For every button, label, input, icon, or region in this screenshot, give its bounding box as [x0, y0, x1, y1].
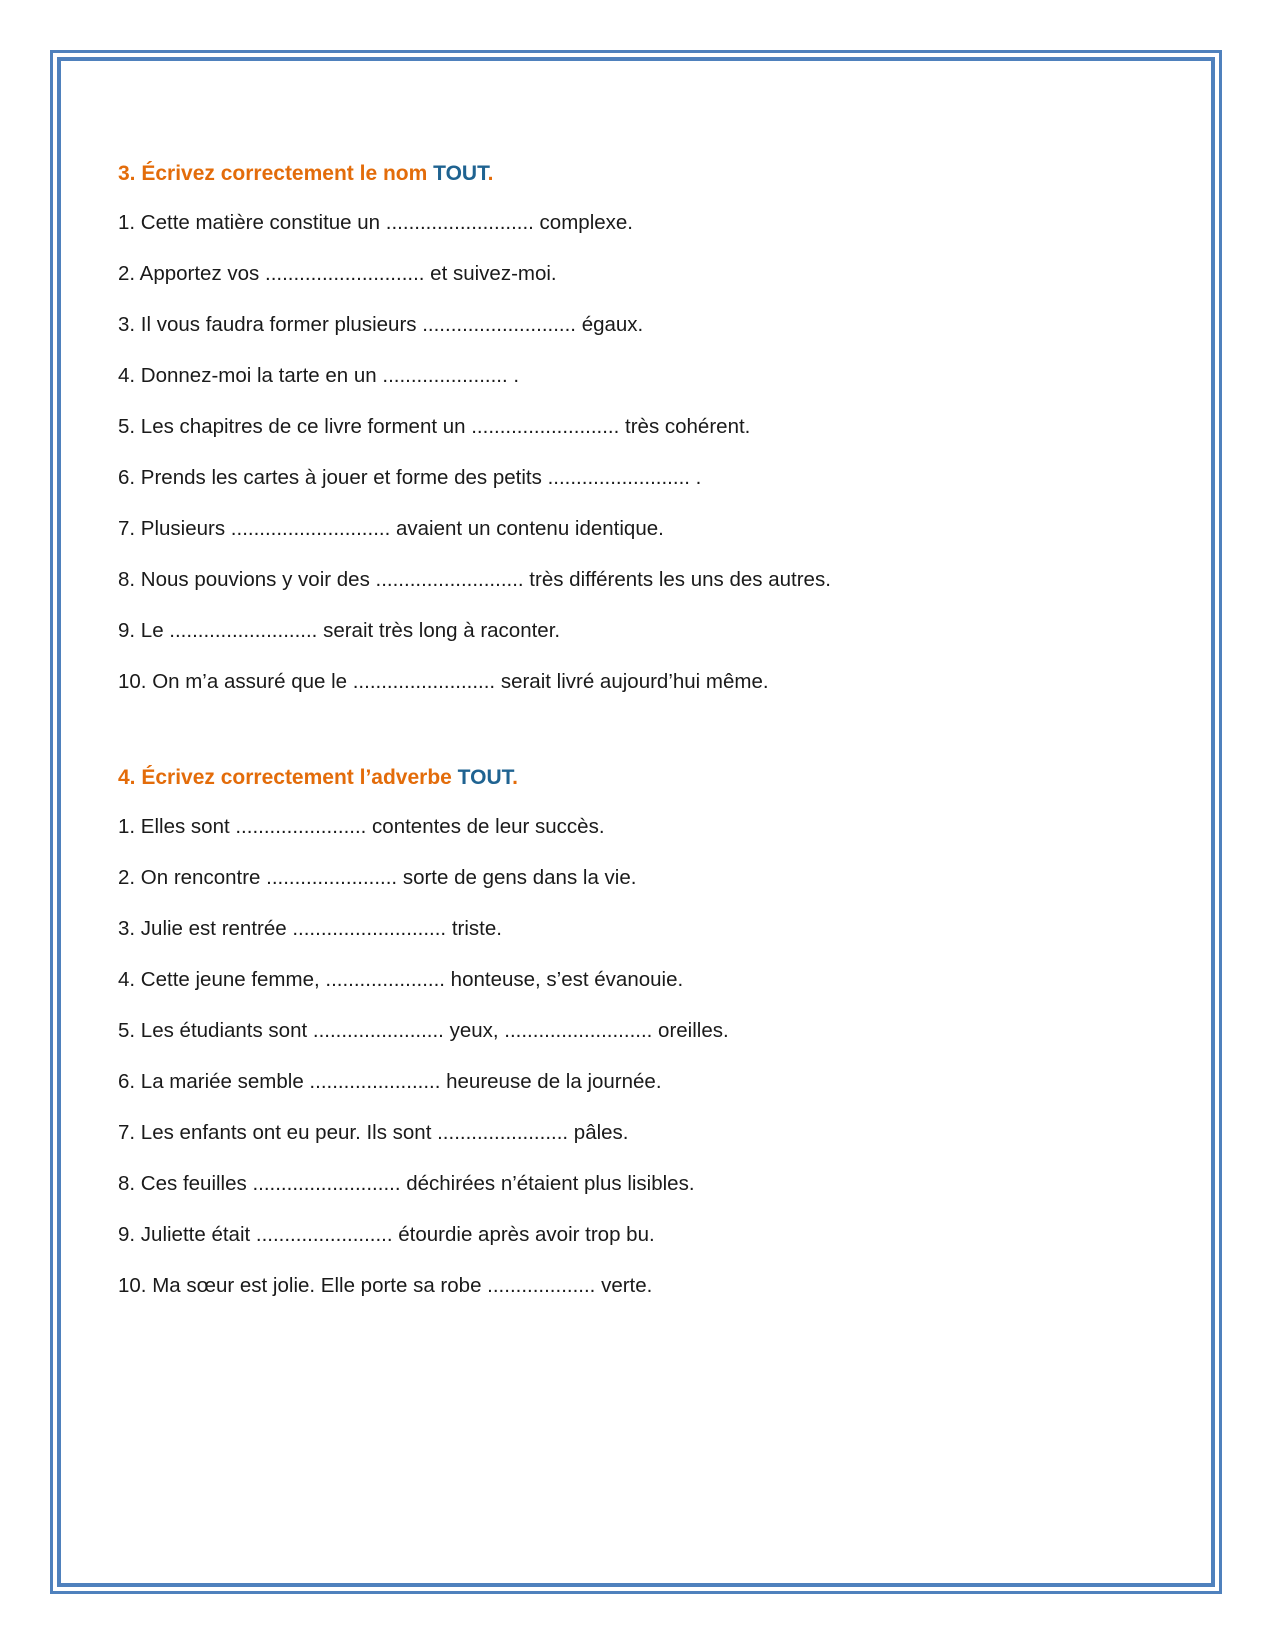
exercise-item: 3. Il vous faudra former plusieurs ........................... égaux.	[118, 313, 644, 336]
exercise-item: 2. Apportez vos ............................ et suivez-moi.	[118, 262, 557, 285]
exercise-item: 1. Cette matière constitue un .......................... complexe.	[118, 211, 633, 234]
heading-text: 4. Écrivez correctement l’adverbe	[118, 766, 458, 789]
heading-text: 3. Écrivez correctement le nom	[118, 162, 434, 185]
exercise-item: 9. Le .......................... serait très long à raconter.	[118, 619, 561, 642]
exercise-item: 7. Plusieurs ............................ avaient un contenu identique.	[118, 517, 664, 540]
exercise-item: 2. On rencontre ....................... sorte de gens dans la vie.	[118, 866, 637, 889]
exercise-item: 1. Elles sont ....................... contentes de leur succès.	[118, 815, 605, 838]
exercise-item: 10. On m’a assuré que le ......................... serait livré aujourd’hui même.	[118, 670, 769, 693]
heading-suffix: .	[512, 766, 518, 789]
exercise-item: 8. Ces feuilles .......................... déchirées n’étaient plus lisibles.	[118, 1172, 695, 1195]
exercise-4-heading	[118, 764, 1118, 792]
exercise-item: 6. Prends les cartes à jouer et forme des petits ......................... .	[118, 466, 702, 489]
heading-suffix: .	[487, 162, 494, 185]
exercise-item: 7. Les enfants ont eu peur. Ils sont ....................... pâles.	[118, 1121, 629, 1144]
heading-keyword: TOUT	[433, 162, 488, 185]
exercise-item: 6. La mariée semble ....................... heureuse de la journée.	[118, 1070, 662, 1093]
worksheet-content	[118, 160, 1118, 1323]
section-spacer	[118, 719, 1118, 764]
exercise-item: 3. Julie est rentrée ........................... triste.	[118, 917, 502, 940]
exercise-4-list	[118, 813, 1118, 1323]
exercise-item: 4. Donnez-moi la tarte en un ...................... .	[118, 364, 520, 387]
exercise-item: 9. Juliette était ........................ étourdie après avoir trop bu.	[118, 1223, 655, 1246]
exercise-3-list	[118, 209, 1118, 719]
exercise-item: 5. Les étudiants sont ....................... yeux, .......................... oreilles.	[118, 1019, 729, 1042]
exercise-item: 10. Ma sœur est jolie. Elle porte sa robe ................... verte.	[118, 1274, 653, 1297]
heading-keyword: TOUT	[457, 766, 513, 789]
exercise-item: 8. Nous pouvions y voir des .......................... très différents les uns des autres.	[118, 568, 831, 591]
exercise-3-heading	[118, 160, 1118, 188]
exercise-item: 4. Cette jeune femme, ..................... honteuse, s’est évanouie.	[118, 968, 684, 991]
exercise-item: 5. Les chapitres de ce livre forment un .......................... très cohérent.	[118, 415, 751, 438]
